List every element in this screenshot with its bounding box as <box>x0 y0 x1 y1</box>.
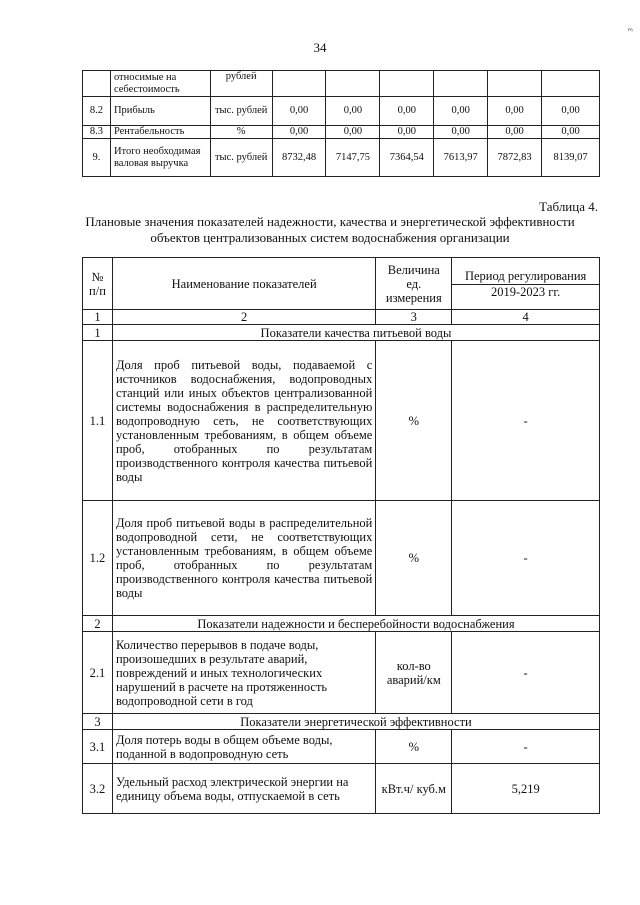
row-value <box>272 71 326 97</box>
row-value <box>542 71 600 97</box>
row-value: 0,00 <box>488 126 542 139</box>
table-row <box>83 501 600 616</box>
row-unit: тыс. рублей <box>210 139 272 177</box>
section-title: Показатели энергетической эффективности <box>112 714 599 730</box>
table-row <box>83 126 600 139</box>
indicators-table <box>82 257 600 814</box>
row-value: - <box>452 341 600 501</box>
row-value: 0,00 <box>434 126 488 139</box>
row-number: 8.2 <box>83 97 111 126</box>
table-row <box>83 97 600 126</box>
row-value: - <box>452 730 600 764</box>
row-value: 0,00 <box>326 97 380 126</box>
row-number: 1.2 <box>83 501 113 616</box>
table-row <box>83 764 600 814</box>
row-unit: кол-во аварий/км <box>376 632 452 714</box>
section-row <box>83 616 600 632</box>
row-number: 8.3 <box>83 126 111 139</box>
row-value: 0,00 <box>434 97 488 126</box>
section-title: Показатели качества питьевой воды <box>112 325 599 341</box>
row-value: 0,00 <box>542 97 600 126</box>
col-number: 3 <box>376 310 452 325</box>
col-number: 1 <box>83 310 113 325</box>
section-number: 3 <box>83 714 113 730</box>
section-title: Показатели надежности и бесперебойности водоснабжения <box>112 616 599 632</box>
section-row <box>83 325 600 341</box>
header-num: № п/п <box>83 258 113 310</box>
page-number: 34 <box>313 40 327 55</box>
row-name: Доля проб питьевой воды, подаваемой с источников водоснабжения, водопроводных станций или иных объектов централизованной системы водоснабжения в распределительную водопроводную сеть, не соответствующих установленным требованиям, в общем объеме проб, отобранных по результатам производственного контроля качества питьевой воды <box>112 341 375 501</box>
row-unit: % <box>376 730 452 764</box>
row-value: 8732,48 <box>272 139 326 177</box>
row-value: 7613,97 <box>434 139 488 177</box>
section-number: 2 <box>83 616 113 632</box>
row-value: 7147,75 <box>326 139 380 177</box>
row-unit: % <box>376 341 452 501</box>
header-name: Наименование показателей <box>112 258 375 310</box>
row-value: 0,00 <box>488 97 542 126</box>
section-number: 1 <box>83 325 113 341</box>
row-value: 0,00 <box>326 126 380 139</box>
table-row <box>83 730 600 764</box>
row-value: 0,00 <box>542 126 600 139</box>
row-name: Рентабельность <box>110 126 210 139</box>
row-value: 5,219 <box>452 764 600 814</box>
col-number: 4 <box>452 310 600 325</box>
table-row <box>83 632 600 714</box>
row-name: относимые на себестоимость <box>110 71 210 97</box>
row-name: Доля проб питьевой воды в распределительной водопроводной сети, не соответствующих установленным требованиям, в общем объеме проб, отобранных по результатам производственного контроля качества питьевой воды <box>112 501 375 616</box>
row-value: 0,00 <box>380 97 434 126</box>
row-value <box>488 71 542 97</box>
table-row <box>83 341 600 501</box>
header-period-years: 2019-2023 гг. <box>491 284 561 299</box>
row-unit: % <box>376 501 452 616</box>
row-name: Удельный расход электрической энергии на единицу объема воды, отпускаемой в сеть <box>112 764 375 814</box>
row-value: - <box>452 501 600 616</box>
row-value: 0,00 <box>272 97 326 126</box>
row-name: Прибыль <box>110 97 210 126</box>
edge-mark: ɛ <box>626 28 636 32</box>
col-number: 2 <box>112 310 375 325</box>
row-number: 9. <box>83 139 111 177</box>
header-unit: Величина ед. измерения <box>376 258 452 310</box>
row-name: Итого необходимая валовая выручка <box>110 139 210 177</box>
header-row <box>83 258 600 310</box>
table-row <box>83 139 600 177</box>
row-name: Количество перерывов в подаче воды, произошедших в результате аварий, повреждений и иных технологических нарушений в расчете на протяженность водопроводной сети в год <box>112 632 375 714</box>
row-number: 3.2 <box>83 764 113 814</box>
row-number: 2.1 <box>83 632 113 714</box>
section-row <box>83 714 600 730</box>
row-value <box>434 71 488 97</box>
row-unit: тыс. рублей <box>210 97 272 126</box>
column-numbers-row <box>83 310 600 325</box>
table-title: Плановые значения показателей надежности, качества и энергетической эффективности объектов централизованных систем водоснабжения организации <box>85 214 575 245</box>
header-period <box>452 258 600 310</box>
row-value: 7364,54 <box>380 139 434 177</box>
header-period-label: Период регулирования <box>452 269 599 285</box>
row-value: 0,00 <box>272 126 326 139</box>
row-value: 7872,83 <box>488 139 542 177</box>
row-value: 0,00 <box>380 126 434 139</box>
row-value <box>380 71 434 97</box>
row-unit: % <box>210 126 272 139</box>
row-number: 1.1 <box>83 341 113 501</box>
row-unit: кВт.ч/ куб.м <box>376 764 452 814</box>
table-row <box>83 71 600 97</box>
table-label: Таблица 4. <box>539 199 598 214</box>
financial-table-fragment <box>82 70 600 177</box>
row-value: - <box>452 632 600 714</box>
row-name: Доля потерь воды в общем объеме воды, поданной в водопроводную сеть <box>112 730 375 764</box>
row-unit: рублей <box>210 71 272 97</box>
row-value: 8139,07 <box>542 139 600 177</box>
row-number: 3.1 <box>83 730 113 764</box>
row-number <box>83 71 111 97</box>
row-value <box>326 71 380 97</box>
